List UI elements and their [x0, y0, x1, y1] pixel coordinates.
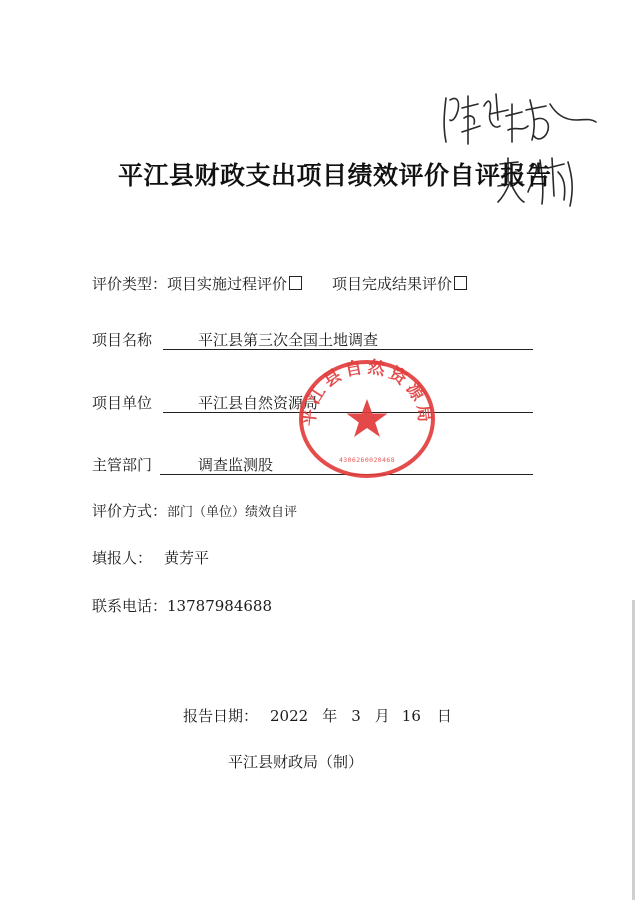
svg-text:4306260020468: 4306260020468 [338, 456, 396, 464]
eval-type-row [92, 273, 467, 294]
phone-value: 13787984688 [167, 597, 272, 615]
handwritten-signature-top [438, 86, 598, 156]
official-seal-stamp [295, 355, 439, 479]
issuer: 平江县财政局（制） [228, 753, 364, 771]
eval-method-value: 部门（单位）绩效自评 [167, 505, 298, 520]
eval-type-label: 评价类型： [92, 275, 168, 293]
phone-label: 联系电话： [92, 597, 168, 615]
project-unit-value: 平江县自然资源局 [198, 394, 319, 412]
project-unit-label: 项目单位 [92, 394, 153, 412]
eval-method-row [92, 500, 297, 521]
eval-type-option-process: 项目实施过程评价 [167, 275, 288, 293]
report-date-label: 报告日期： [183, 707, 259, 725]
eval-type-option-result: 项目完成结果评价 [332, 275, 453, 293]
report-month: 3 [351, 707, 361, 725]
filler-label: 填报人： [92, 549, 153, 567]
eval-method-label: 评价方式： [92, 502, 168, 520]
project-name-label: 项目名称 [92, 331, 153, 349]
department-label: 主管部门 [92, 456, 153, 474]
report-day-unit: 日 [436, 707, 452, 725]
checkbox-icon[interactable] [289, 276, 302, 290]
report-year: 2022 [270, 707, 309, 725]
filler-row [92, 547, 209, 568]
department-value: 调查监测股 [198, 456, 274, 474]
svg-text:平江县自然资源局: 平江县自然资源局 [299, 357, 435, 428]
filler-value: 黄芳平 [164, 549, 210, 567]
report-month-unit: 月 [374, 707, 390, 725]
project-name-value: 平江县第三次全国土地调查 [198, 331, 379, 349]
report-title: 平江县财政支出项目绩效评价自评报告 [118, 161, 552, 190]
report-year-unit: 年 [322, 707, 338, 725]
report-date-row [183, 705, 452, 726]
report-day: 16 [401, 707, 421, 725]
phone-row [92, 595, 272, 616]
checkbox-icon[interactable] [454, 276, 467, 290]
